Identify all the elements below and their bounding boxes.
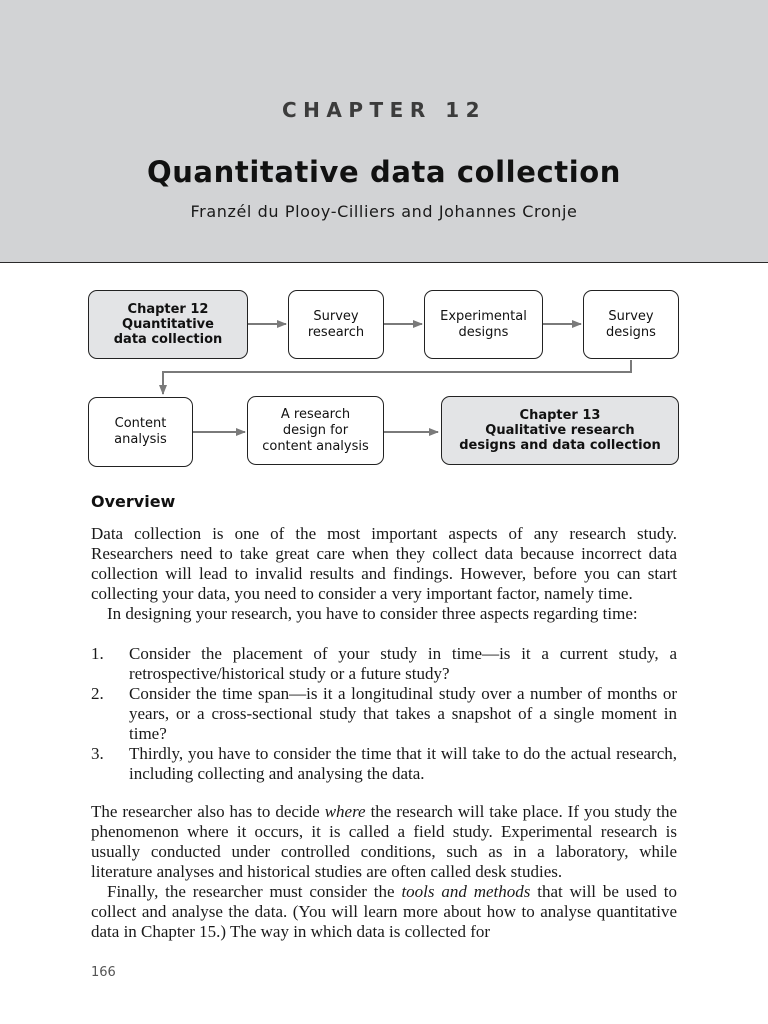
- paragraph-text: The researcher also has to decide: [91, 802, 325, 821]
- flow-box-label: Content analysis: [114, 416, 167, 447]
- page-number: 166: [91, 965, 116, 980]
- paragraph: In designing your research, you have to consider three aspects regarding time:: [107, 604, 638, 623]
- list-item: [91, 744, 677, 784]
- paragraph-text: Finally, the researcher must consider the: [107, 882, 402, 901]
- flow-box-label: Survey research: [307, 308, 365, 340]
- emphasis: where: [324, 802, 366, 821]
- flow-box-label: Experimental designs: [440, 308, 527, 340]
- paragraph: Data collection is one of the most important aspects of any research study. Researchers need to take great care when they collect data because incorrect data collection will lead to invalid results and findings. However, before you can start collecting your data, you need to consider a very important factor, namely time.: [91, 524, 677, 603]
- list-text: Consider the placement of your study in time—is it a current study, a retrospective/historical study or a future study?: [129, 644, 677, 683]
- flow-box-label: A research design for content analysis: [262, 406, 369, 454]
- flow-box-survey-designs: [583, 290, 679, 359]
- chapter-flow-diagram: [0, 0, 768, 480]
- flow-box-label: Chapter 12 Quantitative data collection: [113, 302, 223, 347]
- list-number: 3.: [91, 744, 104, 763]
- list-number: 1.: [91, 644, 104, 663]
- overview-body-continued: [91, 802, 677, 942]
- time-aspects-list: [91, 644, 677, 784]
- chapter-title: Quantitative data collection: [146, 155, 622, 189]
- list-item: [91, 684, 677, 744]
- flow-arrow: [163, 360, 631, 394]
- flow-box-label: Survey designs: [606, 308, 656, 340]
- list-text: Consider the time span—is it a longitudinal study over a number of months or years, or a cross-sectional study that takes a snapshot of a single moment in time?: [129, 684, 677, 743]
- overview-body: [91, 524, 677, 624]
- flow-box-survey-research: [288, 290, 384, 359]
- paragraph-text: that will be used to collect and analyse the data. (You will learn more about how to analyse quantitative data in Chapter 15.) The way in which data is collected for: [91, 882, 677, 941]
- chapter-authors: Franzél du Plooy-Cilliers and Johannes Cronje: [190, 202, 578, 221]
- flow-box-chapter-12: [88, 290, 248, 359]
- emphasis: tools and methods: [401, 882, 531, 901]
- list-item: [91, 644, 677, 684]
- paragraph-text: the research will take place. If you study the phenomenon where it occurs, it is called a field study. Experimental research is usually conducted under controlled conditions, such as in a laboratory, while literature analyses and historical studies are often called desk studies.: [91, 802, 677, 881]
- overview-heading: Overview: [91, 492, 176, 511]
- flow-box-content-analysis: [88, 397, 193, 467]
- list-text: Thirdly, you have to consider the time that it will take to do the actual research, including collecting and analysing the data.: [129, 744, 677, 783]
- list-number: 2.: [91, 684, 104, 703]
- paragraph: [91, 882, 677, 942]
- paragraph: [91, 802, 677, 882]
- flow-box-label: Chapter 13 Qualitative research designs and data collection: [459, 408, 661, 453]
- flow-box-chapter-13: [441, 396, 679, 465]
- flow-box-experimental-designs: [424, 290, 543, 359]
- chapter-number: CHAPTER 12: [281, 98, 487, 122]
- flow-box-research-design: [247, 396, 384, 465]
